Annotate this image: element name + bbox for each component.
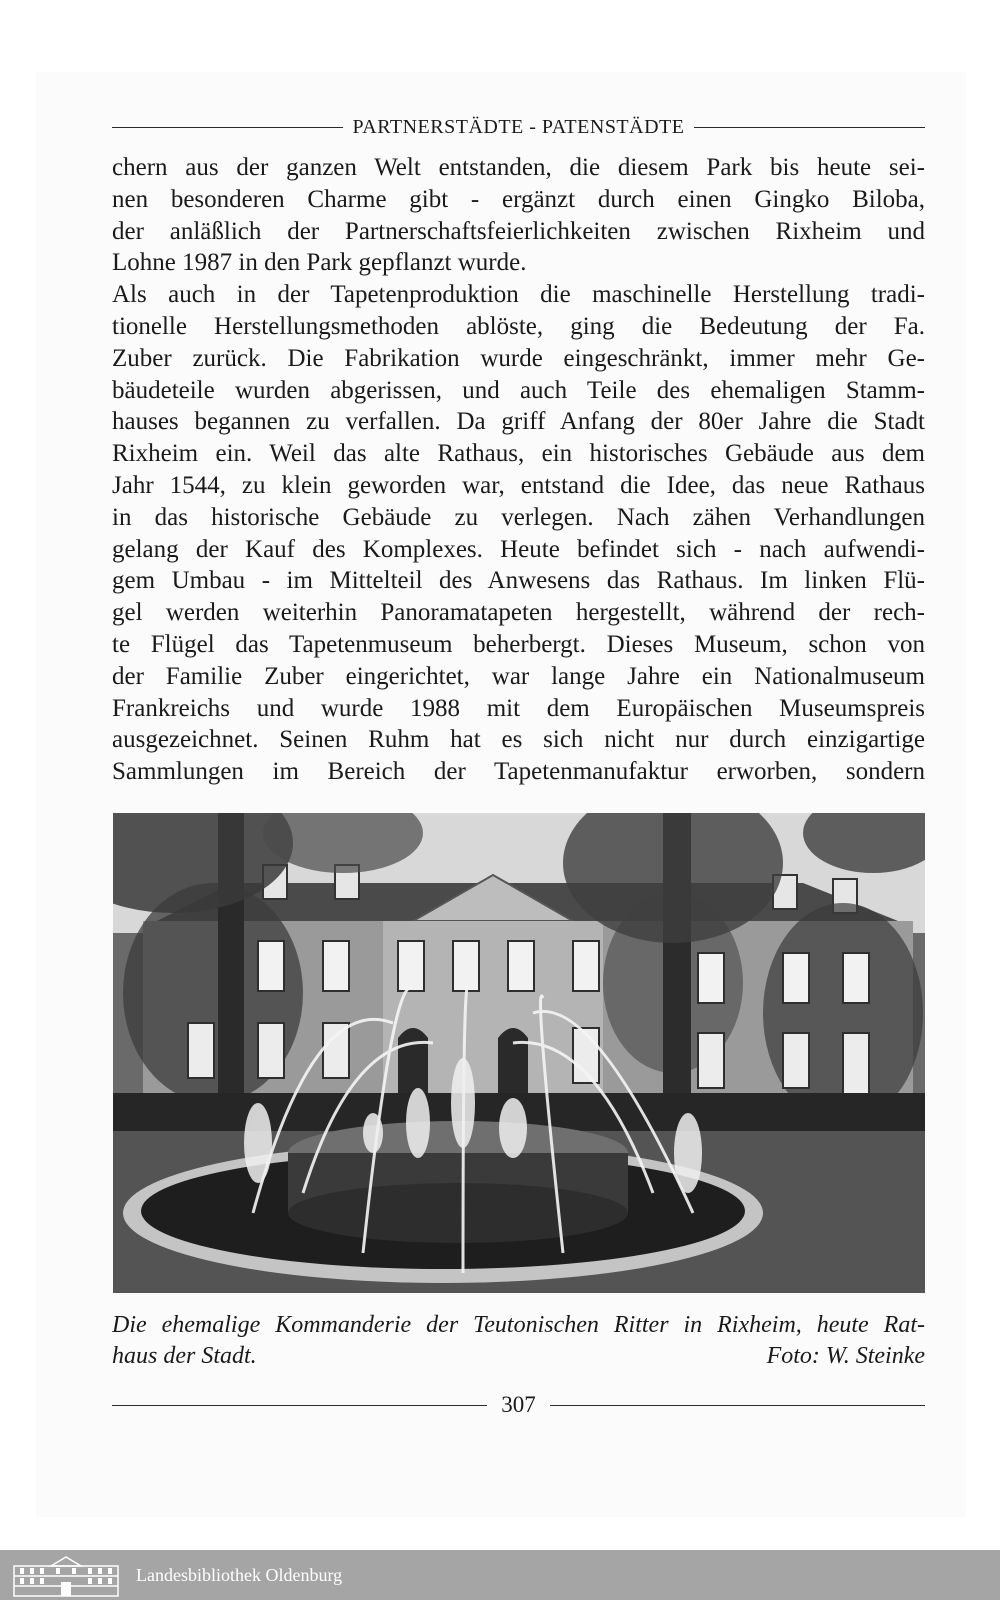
- photo-caption: [112, 1310, 925, 1372]
- body-line: gelang der Kauf des Komplexes. Heute befindet sich - nach aufwendi-: [112, 535, 925, 563]
- body-line: te Flügel das Tapetenmuseum beherbergt. Dieses Museum, schon von: [112, 630, 925, 658]
- caption-line-2: [112, 1341, 925, 1372]
- body-line: hauses begannen zu verfallen. Da griff Anfang der 80er Jahre die Stadt: [112, 408, 925, 436]
- body-line: nen besonderen Charme gibt - ergänzt durch einen Gingko Biloba,: [112, 185, 925, 213]
- photo-illustration: [113, 813, 925, 1293]
- body-line: Zuber zurück. Die Fabrikation wurde eingeschränkt, immer mehr Ge-: [112, 344, 925, 372]
- body-line: ausgezeichnet. Seinen Ruhm hat es sich nicht nur durch einzigartige: [112, 726, 925, 754]
- caption-line: Die ehemalige Kommanderie der Teutonischen Ritter in Rixheim, heute Rat-: [112, 1312, 925, 1338]
- page-folio: [112, 1390, 925, 1420]
- running-head: [112, 112, 925, 142]
- body-line: chern aus der ganzen Welt entstanden, die diesem Park bis heute sei-: [112, 154, 925, 181]
- caption-line-end: haus der Stadt.: [112, 1343, 257, 1369]
- body-line: gem Umbau - im Mittelteil des Anwesens das Rathaus. Im linken Flü-: [112, 567, 925, 595]
- body-line: in das historische Gebäude zu verlegen. Nach zähen Verhandlungen: [112, 503, 925, 531]
- body-line: Frankreichs und wurde 1988 mit dem Europäischen Museumspreis: [112, 694, 925, 722]
- library-footer: [0, 1550, 1000, 1600]
- body-line: Als auch in der Tapetenproduktion die maschinelle Herstellung tradi-: [112, 281, 925, 309]
- page-number: 307: [501, 1392, 536, 1417]
- body-line: der anläßlich der Partnerschaftsfeierlichkeiten zwischen Rixheim und: [112, 217, 925, 245]
- running-head-title: PARTNERSTÄDTE - PATENSTÄDTE: [352, 115, 685, 138]
- folio-rule-right: [550, 1405, 925, 1406]
- body-line: der Familie Zuber eingerichtet, war lange Jahre ein Nationalmuseum: [112, 662, 925, 690]
- photo-credit: Foto: W. Steinke: [766, 1343, 925, 1369]
- folio-rule-left: [112, 1405, 487, 1406]
- body-line: Jahr 1544, zu klein geworden war, entstand die Idee, das neue Rathaus: [112, 471, 925, 499]
- body-line: Lohne 1987 in den Park gepflanzt wurde.: [112, 249, 527, 277]
- body-line: gel werden weiterhin Panoramatapeten hergestellt, während der rech-: [112, 599, 925, 627]
- body-line: bäudeteile wurden abgerissen, und auch Teile des ehemaligen Stamm-: [112, 376, 925, 404]
- body-line: Rixheim ein. Weil das alte Rathaus, ein historisches Gebäude aus dem: [112, 440, 925, 468]
- fountain-photo: [113, 813, 925, 1293]
- library-building-icon: [6, 1552, 126, 1598]
- body-line: tionelle Herstellungsmethoden ablöste, ging die Bedeutung der Fa.: [112, 312, 925, 340]
- library-name: Landesbibliothek Oldenburg: [136, 1564, 343, 1585]
- body-line: Sammlungen im Bereich der Tapetenmanufaktur erworben, sondern: [112, 758, 925, 786]
- body-text: [112, 152, 925, 788]
- header-rule-right: [694, 127, 925, 128]
- header-rule-left: [112, 127, 343, 128]
